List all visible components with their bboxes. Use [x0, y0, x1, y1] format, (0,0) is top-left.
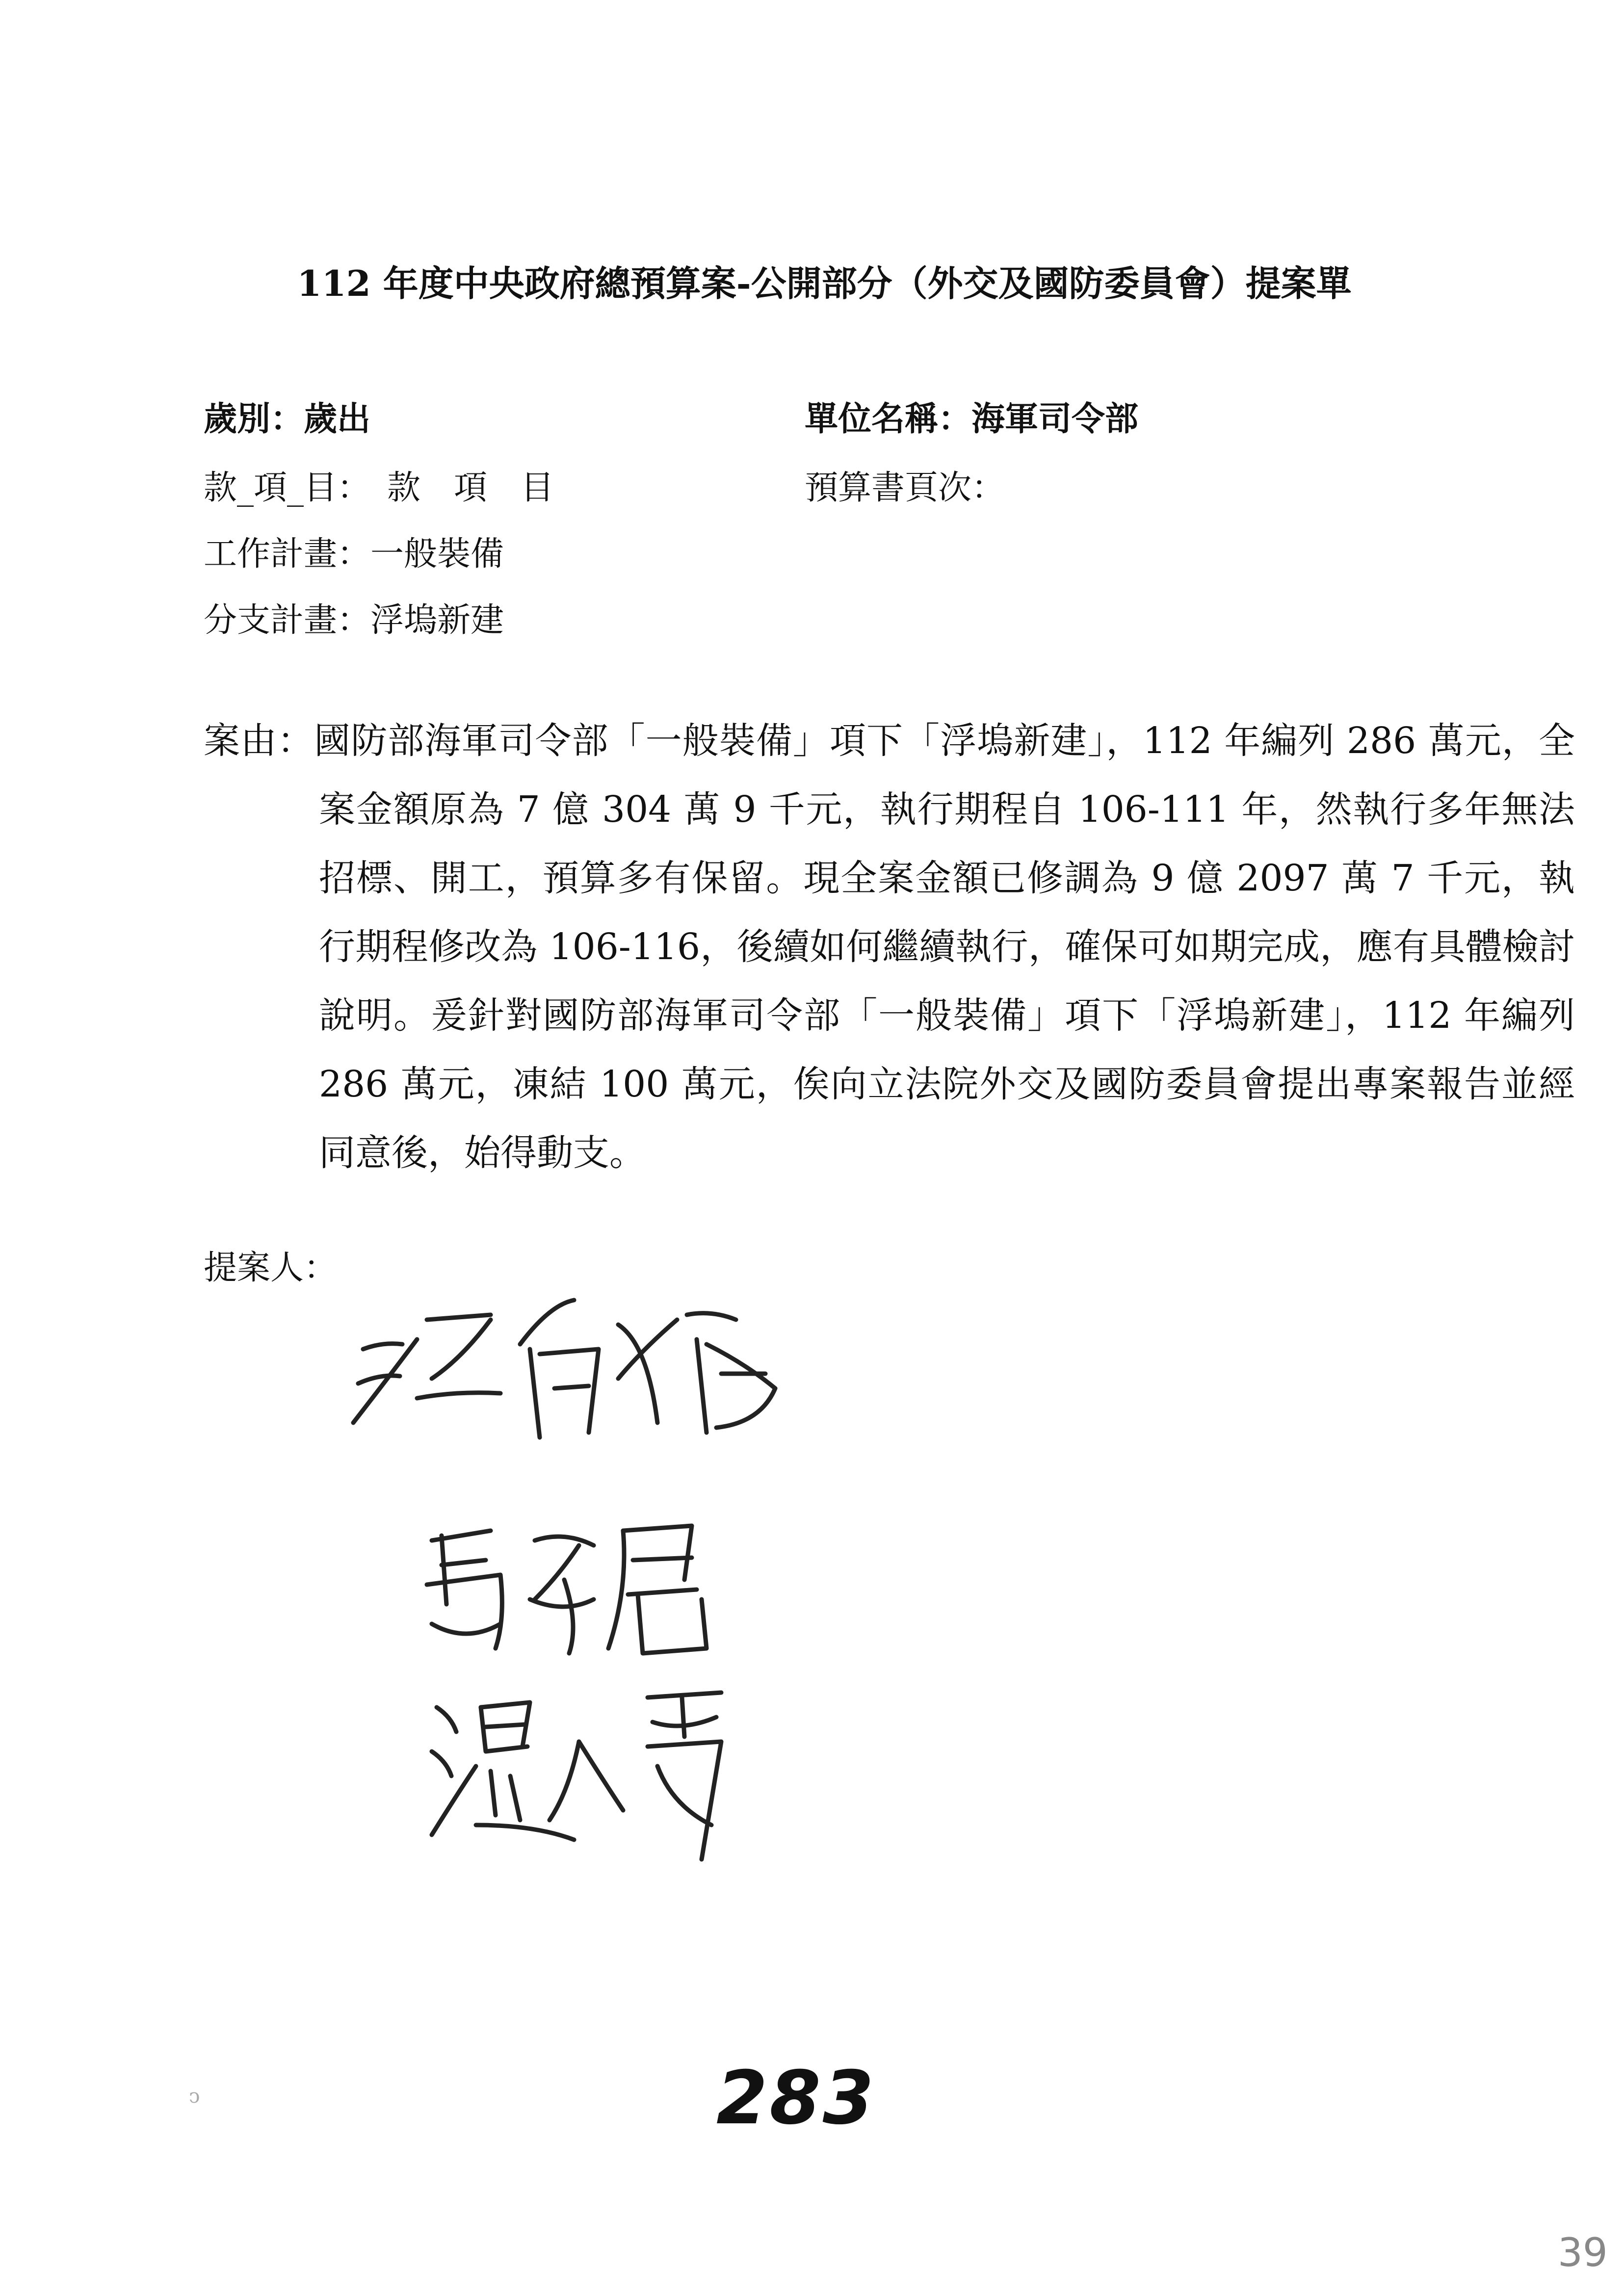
proposer-label: 提案人： — [204, 1249, 338, 1287]
signature-1 — [343, 1276, 810, 1442]
reason-paragraph: 案由：國防部海軍司令部「一般裝備」項下「浮塢新建」，112 年編列 286 萬元，全案金額原為 7 億 304 萬 9 千元，執行期程自 106-111 年，然執行多年無法招標、開工，預算多有保留。現全案金額已修調為 9 億 2097 萬 7 千元，執行期程修改為 106-116，後續如何繼續執行，確保可如期完成，應有具體檢討說明。爰針對國防部海軍司令部「一般裝備」項下「浮塢新建」，112 年編列 286 萬元，凍結 100 萬元，俟向立法院外交及國防委員會提出專案報告並經同意後，始得動支。 — [204, 720, 1575, 1174]
scan-mark: ↄ — [189, 2085, 200, 2108]
form-title: 112 年度中央政府總預算案-公開部分（外交及國防委員會）提案單 — [297, 262, 1352, 304]
signature-3 — [417, 1678, 760, 1874]
signature-2 — [417, 1511, 760, 1668]
handwritten-page-number: 283 — [716, 2056, 876, 2141]
corner-page-number: 39 — [1558, 2230, 1608, 2275]
unit-name-field: 單位名稱：海軍司令部 — [805, 399, 1139, 439]
item-field: 款_項_目： 款 項 目 — [204, 469, 554, 507]
budget-page-field: 預算書頁次： — [805, 469, 1005, 507]
year-type-field: 歲別：歲出 — [204, 399, 371, 439]
work-plan-field: 工作計畫：一般裝備 — [204, 535, 504, 574]
branch-plan-field: 分支計畫：浮塢新建 — [204, 601, 504, 640]
